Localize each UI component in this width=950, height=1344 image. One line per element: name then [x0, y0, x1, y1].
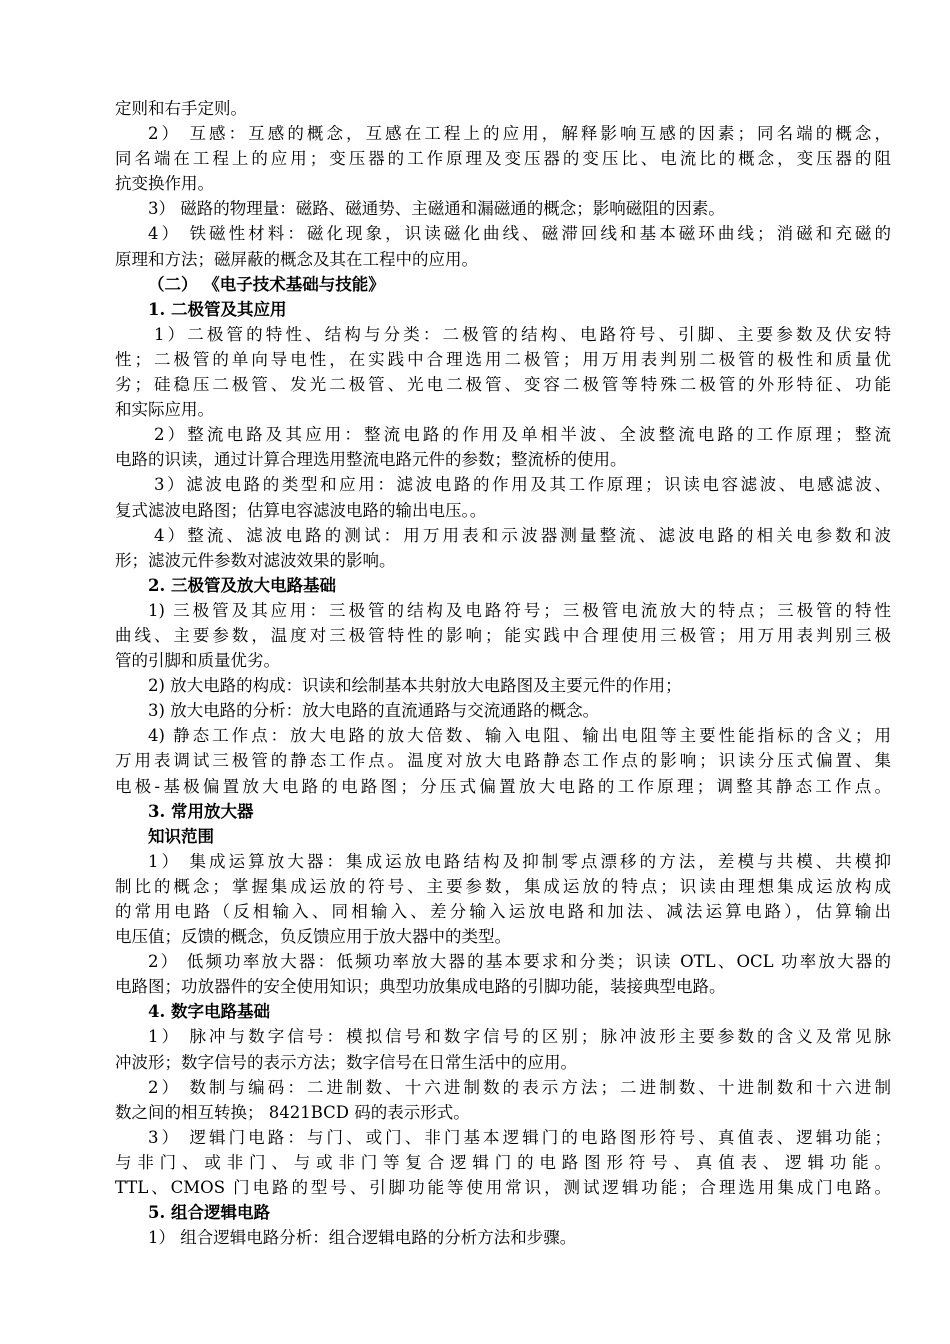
text-line: 1) 三极管及其应用：三极管的结构及电路符号；三极管电流放大的特点；三极管的特性: [148, 600, 891, 620]
text-line: 的常用电路（反相输入、同相输入、差分输入运放电路和加法、减法运算电路），估算输出: [115, 902, 891, 921]
text-line: 2） 数制与编码：二进制数、十六进制数的表示方法；二进制数、十进制数和十六进制: [148, 1077, 891, 1097]
text-line: 与非门、或非门、与或非门等复合逻辑门的电路图形符号、真值表、逻辑功能。: [115, 1152, 891, 1172]
subsection-heading: 1. 二极管及其应用: [148, 299, 287, 319]
knowledge-scope-heading: 知识范围: [148, 826, 214, 846]
text-line: 原理和方法；磁屏蔽的概念及其在工程中的应用。: [115, 249, 478, 269]
subsection-heading: 4. 数字电路基础: [148, 1002, 270, 1022]
text-line: 电路图；功放器件的安全使用知识；典型功放集成电路的引脚功能，装接典型电路。: [115, 977, 726, 997]
text-line: 冲波形；数字信号的表示方法；数字信号在日常生活中的应用。: [115, 1052, 577, 1072]
text-line: TTL、CMOS 门电路的型号、引脚功能等使用常识，测试逻辑功能；合理选用集成门电路。: [115, 1178, 891, 1198]
text-line: 劣；硅稳压二极管、发光二极管、光电二极管、变容二极管等特殊二极管的外形特征、功能: [115, 375, 891, 395]
text-line: 2) 放大电路的构成：识读和绘制基本共射放大电路图及主要元件的作用；: [148, 676, 682, 696]
text-line: 和实际应用。: [115, 400, 214, 420]
text-line: 定则和右手定则。: [115, 99, 247, 118]
subsection-heading: 2. 三极管及放大电路基础: [148, 575, 336, 595]
text-line: 曲线、主要参数，温度对三极管特性的影响；能实践中合理使用三极管；用万用表判别三极: [115, 625, 891, 645]
text-line: 3） 磁路的物理量：磁路、磁通势、主磁通和漏磁通的概念；影响磁阻的因素。: [148, 199, 725, 219]
subsection-heading: 3. 常用放大器: [148, 801, 254, 821]
text-line: 1）二极管的特性、结构与分类：二极管的结构、电路符号、引脚、主要参数及伏安特: [154, 324, 891, 344]
text-line: 2） 互感：互感的概念，互感在工程上的应用，解释影响互感的因素；同名端的概念，: [148, 124, 891, 144]
text-line: 4）整流、滤波电路的测试：用万用表和示波器测量整流、滤波电路的相关电参数和波: [154, 525, 891, 545]
text-line: 万用表调试三极管的静态工作点。温度对放大电路静态工作点的影响；识读分压式偏置、集: [115, 751, 891, 771]
text-line: 电压值；反馈的概念，负反馈应用于放大器中的类型。: [115, 927, 511, 947]
section-heading: （二） 《电子技术基础与技能》: [148, 274, 385, 294]
text-line: 1） 集成运算放大器：集成运放电路结构及抑制零点漂移的方法，差模与共模、共模抑: [148, 851, 891, 871]
text-line: 制比的概念；掌握集成运放的符号、主要参数，集成运放的特点；识读由理想集成运放构成: [115, 876, 891, 896]
text-line: 同名端在工程上的应用；变压器的工作原理及变压器的变压比、电流比的概念，变压器的阻: [115, 149, 891, 169]
text-line: 管的引脚和质量优劣。: [115, 651, 280, 671]
text-line: 复式滤波电路图；估算电容滤波电路的输出电压。。: [115, 500, 487, 520]
text-line: 抗变换作用。: [115, 174, 214, 194]
text-line: 电极-基极偏置放大电路的电路图；分压式偏置放大电路的工作原理；调整其静态工作点。: [115, 776, 891, 796]
document-body: [115, 96, 891, 1250]
text-line: 1） 组合逻辑电路分析：组合逻辑电路的分析方法和步骤。: [148, 1228, 577, 1248]
text-line: 形；滤波元件参数对滤波效果的影响。: [115, 550, 396, 570]
text-line: 2）整流电路及其应用：整流电路的作用及单相半波、全波整流电路的工作原理；整流: [154, 425, 891, 445]
text-line: 2） 低频功率放大器：低频功率放大器的基本要求和分类；识读 OTL、OCL 功率放大器的: [148, 952, 891, 972]
text-line: 3） 逻辑门电路：与门、或门、非门基本逻辑门的电路图形符号、真值表、逻辑功能；: [148, 1127, 891, 1147]
text-line: 1） 脉冲与数字信号：模拟信号和数字信号的区别；脉冲波形主要参数的含义及常见脉: [148, 1027, 891, 1047]
text-line: 3）滤波电路的类型和应用：滤波电路的作用及其工作原理；识读电容滤波、电感滤波、: [154, 475, 891, 495]
subsection-heading: 5. 组合逻辑电路: [148, 1203, 270, 1223]
text-line: 4） 铁磁性材料：磁化现象，识读磁化曲线、磁滞回线和基本磁环曲线；消磁和充磁的: [148, 224, 891, 244]
text-line: 电路的识读，通过计算合理选用整流电路元件的参数；整流桥的使用。: [115, 450, 627, 470]
text-line: 性；二极管的单向导电性，在实践中合理选用二极管；用万用表判别二极管的极性和质量优: [115, 349, 891, 369]
text-line: 3) 放大电路的分析：放大电路的直流通路与交流通路的概念。: [148, 701, 600, 721]
text-line: 4) 静态工作点：放大电路的放大倍数、输入电阻、输出电阻等主要性能指标的含义；用: [148, 726, 891, 746]
text-line: 数之间的相互转换； 8421BCD 码的表示形式。: [115, 1102, 470, 1122]
